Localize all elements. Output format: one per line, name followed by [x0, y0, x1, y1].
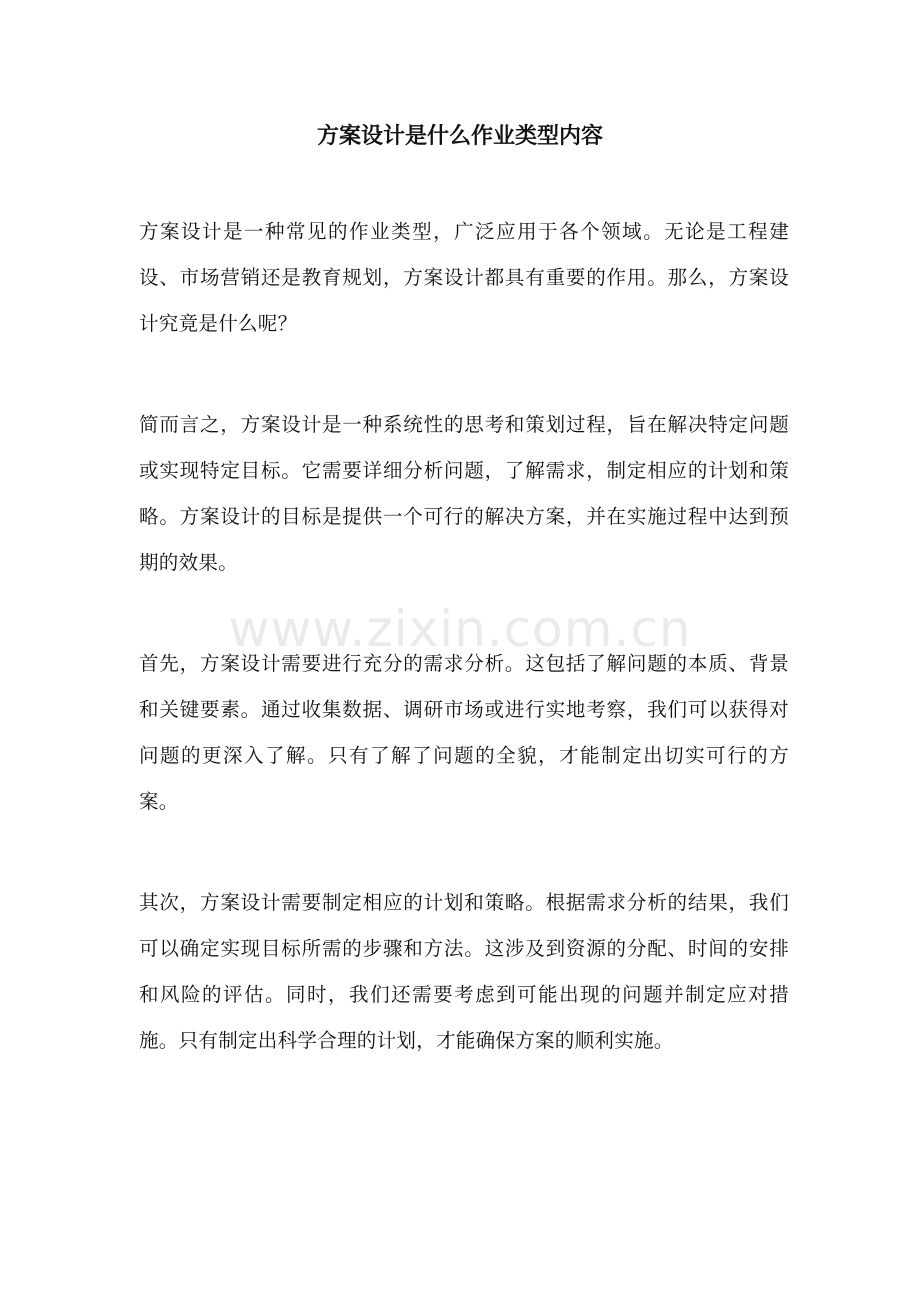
paragraph-planning: 其次，方案设计需要制定相应的计划和策略。根据需求分析的结果，我们可以确定实现目标所需的步骤和方法。这涉及到资源的分配、时间的安排和风险的评估。同时，我们还需要考虑到可能出现的问题并制定应对措施。只有制定出科学合理的计划，才能确保方案的顺利实施。 [139, 891, 789, 1052]
watermark: www.zixin.com.cn [228, 600, 692, 658]
paragraph-needs-analysis: 首先，方案设计需要进行充分的需求分析。这包括了解问题的本质、背景和关键要素。通过收集数据、调研市场或进行实地考察，我们可以获得对问题的更深入了解。只有了解了问题的全貌，才能制定出切实可行的方案。 [139, 652, 789, 813]
paragraph-intro: 方案设计是一种常见的作业类型，广泛应用于各个领域。无论是工程建设、市场营销还是教育规划，方案设计都具有重要的作用。那么，方案设计究竟是什么呢？ [139, 220, 789, 335]
document-title: 方案设计是什么作业类型内容 [316, 123, 603, 149]
paragraph-definition: 简而言之，方案设计是一种系统性的思考和策划过程，旨在解决特定问题或实现特定目标。它需要详细分析问题，了解需求，制定相应的计划和策略。方案设计的目标是提供一个可行的解决方案，并在实施过程中达到预期的效果。 [139, 413, 789, 574]
